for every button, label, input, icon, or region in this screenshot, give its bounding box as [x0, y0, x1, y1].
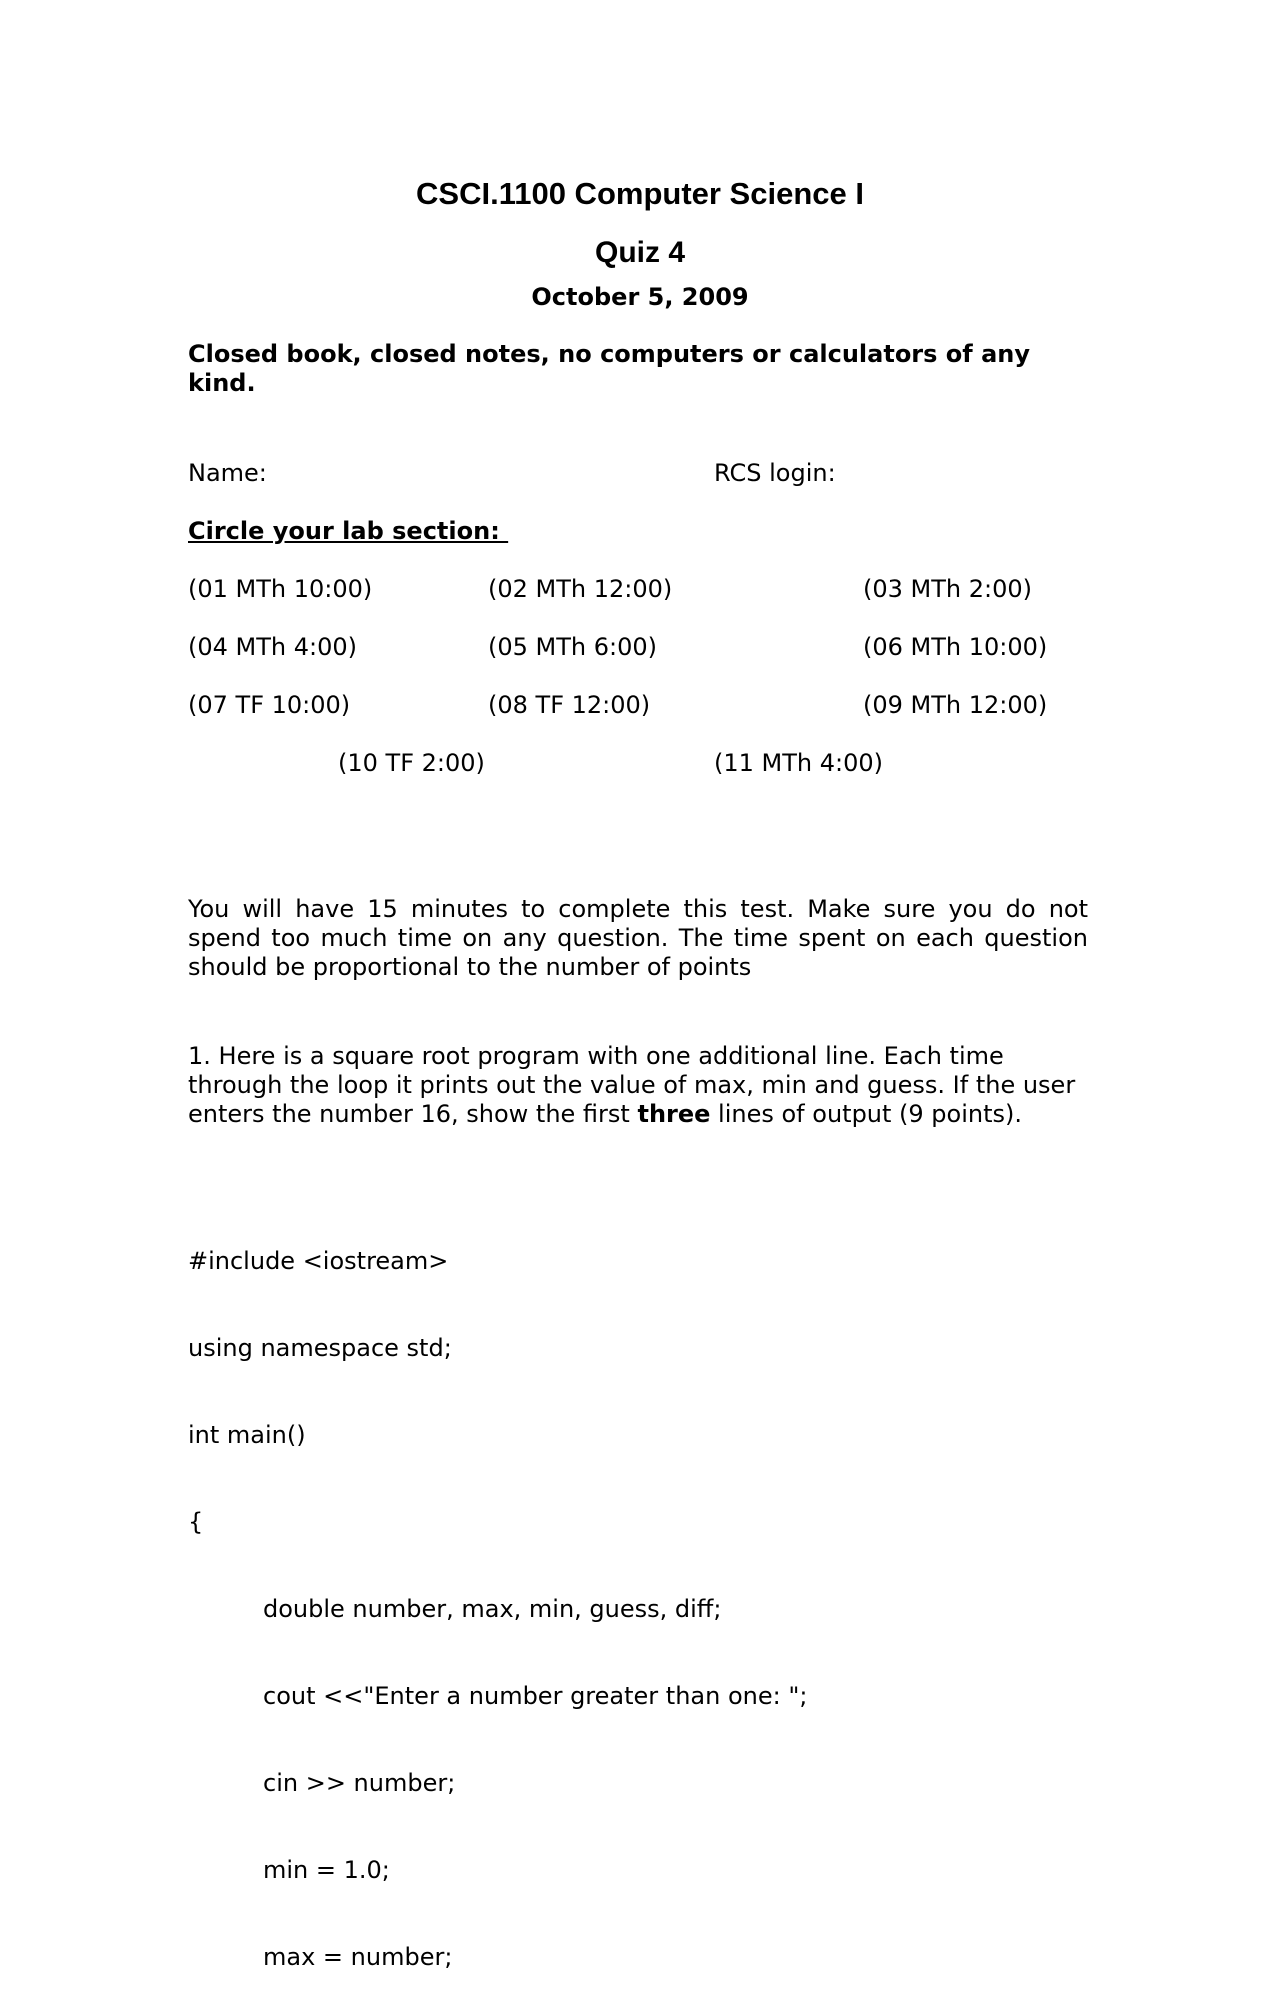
lab-section-05[interactable]: (05 MTh 6:00) [488, 633, 657, 661]
question-1-text-after: lines of output (9 points). [710, 1100, 1023, 1128]
quiz-title: Quiz 4 [594, 236, 685, 269]
course-title: CSCI.1100 Computer Science I [416, 176, 864, 211]
code-line: min = 1.0; [263, 1856, 390, 1884]
code-line: { [188, 1508, 204, 1536]
rcs-login-label: RCS login: [714, 459, 836, 487]
time-instructions: You will have 15 minutes to complete this test. Make sure you do not spend too much time on any question. The time spent on each question should be proportional to the number of points [188, 895, 1088, 981]
lab-section-08[interactable]: (08 TF 12:00) [488, 691, 651, 719]
quiz-date: October 5, 2009 [531, 283, 749, 311]
code-line: int main() [188, 1421, 306, 1449]
code-listing [188, 1189, 807, 2001]
lab-section-11[interactable]: (11 MTh 4:00) [714, 749, 883, 777]
code-line: cin >> number; [263, 1769, 456, 1797]
code-line: double number, max, min, guess, diff; [263, 1595, 722, 1623]
question-1-emphasis: three [637, 1100, 711, 1128]
lab-section-03[interactable]: (03 MTh 2:00) [863, 575, 1032, 603]
lab-section-heading: Circle your lab section: [188, 517, 509, 545]
exam-rules-notice: Closed book, closed notes, no computers or calculators of any kind. [188, 340, 1030, 397]
question-1-text-before: 1. Here is a square root program with one additional line. Each time through the loop it prints out the value of max, min and guess. If the user enters the number 16, show the first [188, 1042, 1076, 1128]
code-line: #include <iostream> [188, 1247, 449, 1275]
lab-section-01[interactable]: (01 MTh 10:00) [188, 575, 373, 603]
code-line: max = number; [263, 1943, 453, 1971]
name-label: Name: [188, 459, 267, 487]
lab-section-07[interactable]: (07 TF 10:00) [188, 691, 351, 719]
lab-section-10[interactable]: (10 TF 2:00) [338, 749, 485, 777]
code-line: cout <<"Enter a number greater than one: "; [263, 1682, 808, 1710]
lab-section-04[interactable]: (04 MTh 4:00) [188, 633, 357, 661]
code-line: using namespace std; [188, 1334, 452, 1362]
lab-section-09[interactable]: (09 MTh 12:00) [863, 691, 1048, 719]
question-1-prompt [188, 1042, 1088, 1129]
lab-section-06[interactable]: (06 MTh 10:00) [863, 633, 1048, 661]
lab-section-02[interactable]: (02 MTh 12:00) [488, 575, 673, 603]
